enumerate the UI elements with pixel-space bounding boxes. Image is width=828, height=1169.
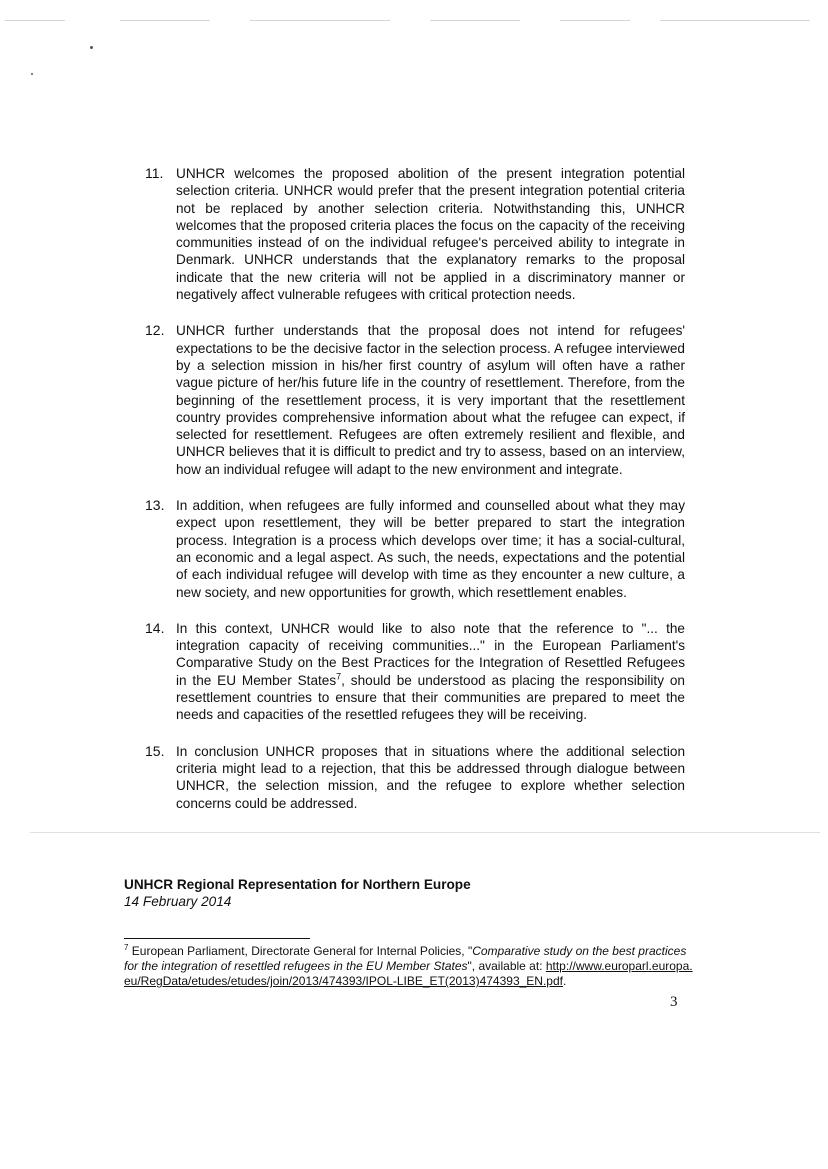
footnote-prefix: European Parliament, Directorate General for Internal Policies, " <box>128 944 473 958</box>
footnote-marker: 7 <box>124 943 129 952</box>
paragraph-text-part: In this context, UNHCR would like to also note that the reference to "... the integration capacity of receiving communities..." in the European Parliament's Comparative Study on the Best Practices for the Integration of Resettled Refugees in the EU Member States <box>176 620 685 688</box>
paragraph-13 <box>145 497 685 601</box>
signature-block <box>124 876 471 910</box>
paragraph-text: UNHCR further understands that the proposal does not intend for refugees' expectations to be the decisive factor in the selection process. A refugee interviewed by a selection mission in his/her first country of asylum will often have a rather vague picture of her/his future life in the country of resettlement. Therefore, from the beginning of the resettlement process, it is very important that the resettlement country provides comprehensive information about what the refugee can expect, if selected for resettlement. Refugees are often extremely resilient and flexible, and UNHCR believes that it is difficult to predict and try to assess, based on an interview, how an individual refugee will adapt to the new environment and integrate. <box>176 323 685 477</box>
scan-edge-line <box>660 20 810 21</box>
scan-edge-line <box>560 20 630 21</box>
paragraph-text: In conclusion UNHCR proposes that in situations where the additional selection criteria might lead to a rejection, that this be addressed through dialogue between UNHCR, the selection mission, and the refugee to explore whether selection concerns could be addressed. <box>176 743 685 811</box>
footnote-title: Comparative study on the best practices for the integration of resettled refugees in the EU Member States <box>124 944 687 973</box>
scan-speck <box>90 46 93 49</box>
scan-edge-line <box>5 20 65 21</box>
paragraph-text <box>176 620 685 724</box>
paragraph-text: In addition, when refugees are fully informed and counselled about what they may expect upon resettlement, they will be better prepared to start the integration process. Integration is a process which develops over time; it has a social-cultural, an economic and a legal aspect. As such, the needs, expectations and the potential of each individual refugee will develop with time as they encounter a new culture, a new society, and new opportunities for growth, which resettlement enables. <box>176 498 685 600</box>
scan-fold-line <box>30 832 820 833</box>
footnote <box>124 944 699 989</box>
signature-date: 14 February 2014 <box>124 894 232 909</box>
scan-edge-line <box>250 20 390 21</box>
footnote-separator <box>124 938 310 939</box>
footnote-reference[interactable]: 7 <box>336 671 342 682</box>
paragraph-15 <box>145 743 685 812</box>
paragraph-12 <box>145 322 685 478</box>
paragraph-number: 11. <box>145 165 164 181</box>
scan-edge-line <box>120 20 210 21</box>
signature-organization: UNHCR Regional Representation for Northern Europe <box>124 877 471 892</box>
numbered-paragraphs <box>145 165 685 831</box>
paragraph-14 <box>145 620 685 724</box>
paragraph-text-part: , should be understood as placing the responsibility on resettlement countries to ensure that their communities are prepared to meet the needs and capacities of the resettled refugees they will be receiving. <box>176 672 685 723</box>
paragraph-number: 12. <box>145 322 165 339</box>
footnote-link[interactable]: http://www.europarl.europa.eu/RegData/etudes/etudes/join/2013/474393/IPOL-LIBE_ET(2013)474393_EN.pdf <box>124 959 693 988</box>
paragraph-11 <box>145 165 685 303</box>
paragraph-number: 13. <box>145 497 165 514</box>
paragraph-text: UNHCR welcomes the proposed abolition of the present integration potential selection criteria. UNHCR would prefer that the present integration potential criteria not be replaced by another selection criteria. Notwithstanding this, UNHCR welcomes that the proposed criteria places the focus on the capacity of the receiving communities instead of on the individual refugee's perceived ability to integrate in Denmark. UNHCR understands that the explanatory remarks to the proposal indicate that the new criteria will not be applied in a discriminatory manner or negatively affect vulnerable refugees with critical protection needs. <box>176 166 685 303</box>
paragraph-number: 15. <box>145 742 165 759</box>
scan-edge-line <box>430 20 520 21</box>
scan-speck <box>31 73 33 75</box>
page-number: 3 <box>670 994 678 1010</box>
footnote-suffix: ", available at: <box>467 959 546 973</box>
footnote-end: . <box>562 974 567 988</box>
paragraph-number: 14. <box>145 619 165 636</box>
